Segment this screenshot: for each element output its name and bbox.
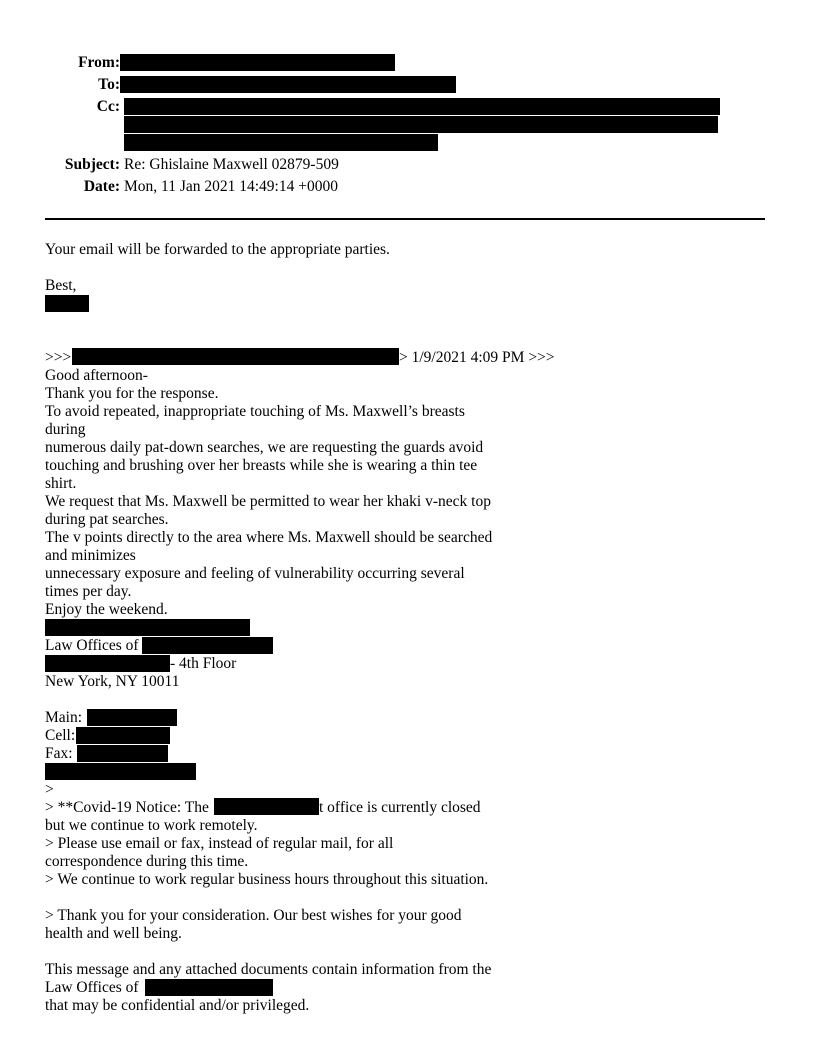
- disclaimer-line1: This message and any attached documents contain information from the: [45, 961, 492, 978]
- covid-notice-line2: but we continue to work remotely.: [45, 817, 258, 834]
- reply-line: Your email will be forwarded to the appropriate parties.: [45, 241, 390, 258]
- quote-line: touching and brushing over her breasts while she is wearing a thin tee: [45, 457, 478, 474]
- quote-line: numerous daily pat-down searches, we are requesting the guards avoid: [45, 439, 484, 456]
- redaction-main-phone: [87, 709, 177, 726]
- quote-line: and minimizes: [45, 547, 136, 564]
- redaction-sender-name: [45, 295, 89, 312]
- redaction-quote-sender: [72, 348, 399, 365]
- redaction-firm-name: [142, 637, 273, 654]
- quote-prefix: >>>: [45, 349, 72, 366]
- notice-gt: >: [45, 781, 54, 798]
- redaction-to: [120, 76, 456, 93]
- date-value: Mon, 11 Jan 2021 14:49:14 +0000: [124, 178, 338, 195]
- redaction-covid-office: [214, 798, 319, 815]
- subject-label: Subject:: [64, 156, 120, 173]
- floor-text: - 4th Floor: [170, 655, 237, 672]
- thanks-line2: health and well being.: [45, 925, 182, 942]
- quote-line: Enjoy the weekend.: [45, 601, 168, 618]
- main-label: Main:: [45, 709, 83, 726]
- quote-line: during pat searches.: [45, 511, 169, 528]
- quote-line: during: [45, 421, 86, 438]
- fax-label: Fax:: [45, 745, 73, 762]
- quote-line: unnecessary exposure and feeling of vulnerability occurring several: [45, 565, 465, 582]
- covid-notice-end: t office is currently closed: [319, 799, 481, 816]
- redaction-cc-2: [124, 116, 718, 133]
- to-label: To:: [98, 76, 120, 93]
- reply-closing: Best,: [45, 277, 77, 294]
- from-label: From:: [78, 54, 120, 71]
- quote-line: The v points directly to the area where Ms. Maxwell should be searched: [45, 529, 493, 546]
- covid-notice-start: > **Covid-19 Notice: The: [45, 799, 209, 816]
- date-label: Date:: [83, 178, 120, 195]
- quote-line: We request that Ms. Maxwell be permitted to wear her khaki v-neck top: [45, 493, 491, 510]
- law-offices-label: Law Offices of: [45, 637, 139, 654]
- header-divider: [45, 218, 765, 220]
- cc-label: Cc:: [96, 98, 120, 115]
- subject-value: Re: Ghislaine Maxwell 02879-509: [124, 156, 339, 173]
- quote-line: To avoid repeated, inappropriate touching of Ms. Maxwell’s breasts: [45, 403, 465, 420]
- city-text: New York, NY 10011: [45, 673, 180, 690]
- email-notice-line1: > Please use email or fax, instead of regular mail, for all: [45, 835, 394, 852]
- redaction-email: [45, 763, 196, 780]
- redaction-cc-3: [124, 134, 438, 151]
- redaction-cc-1: [124, 98, 720, 115]
- quote-line: Good afternoon-: [45, 367, 148, 384]
- thanks-line1: > Thank you for your consideration. Our best wishes for your good: [45, 907, 462, 924]
- quote-line: shirt.: [45, 475, 77, 492]
- disclaimer-line3: that may be confidential and/or privileged.: [45, 997, 310, 1014]
- redaction-from: [120, 54, 395, 71]
- redaction-address: [45, 655, 170, 672]
- hours-notice: > We continue to work regular business hours throughout this situation.: [45, 871, 489, 888]
- disclaimer-line2: Law Offices of: [45, 979, 139, 996]
- redaction-attorney-name: [45, 619, 250, 636]
- quote-suffix: > 1/9/2021 4:09 PM >>>: [399, 349, 555, 366]
- redaction-cell-phone: [76, 727, 170, 744]
- redaction-disclaimer-firm: [145, 979, 273, 996]
- redaction-fax: [77, 745, 168, 762]
- cell-label: Cell:: [45, 727, 76, 744]
- quote-line: Thank you for the response.: [45, 385, 219, 402]
- email-notice-line2: correspondence during this time.: [45, 853, 249, 870]
- quote-line: times per day.: [45, 583, 132, 600]
